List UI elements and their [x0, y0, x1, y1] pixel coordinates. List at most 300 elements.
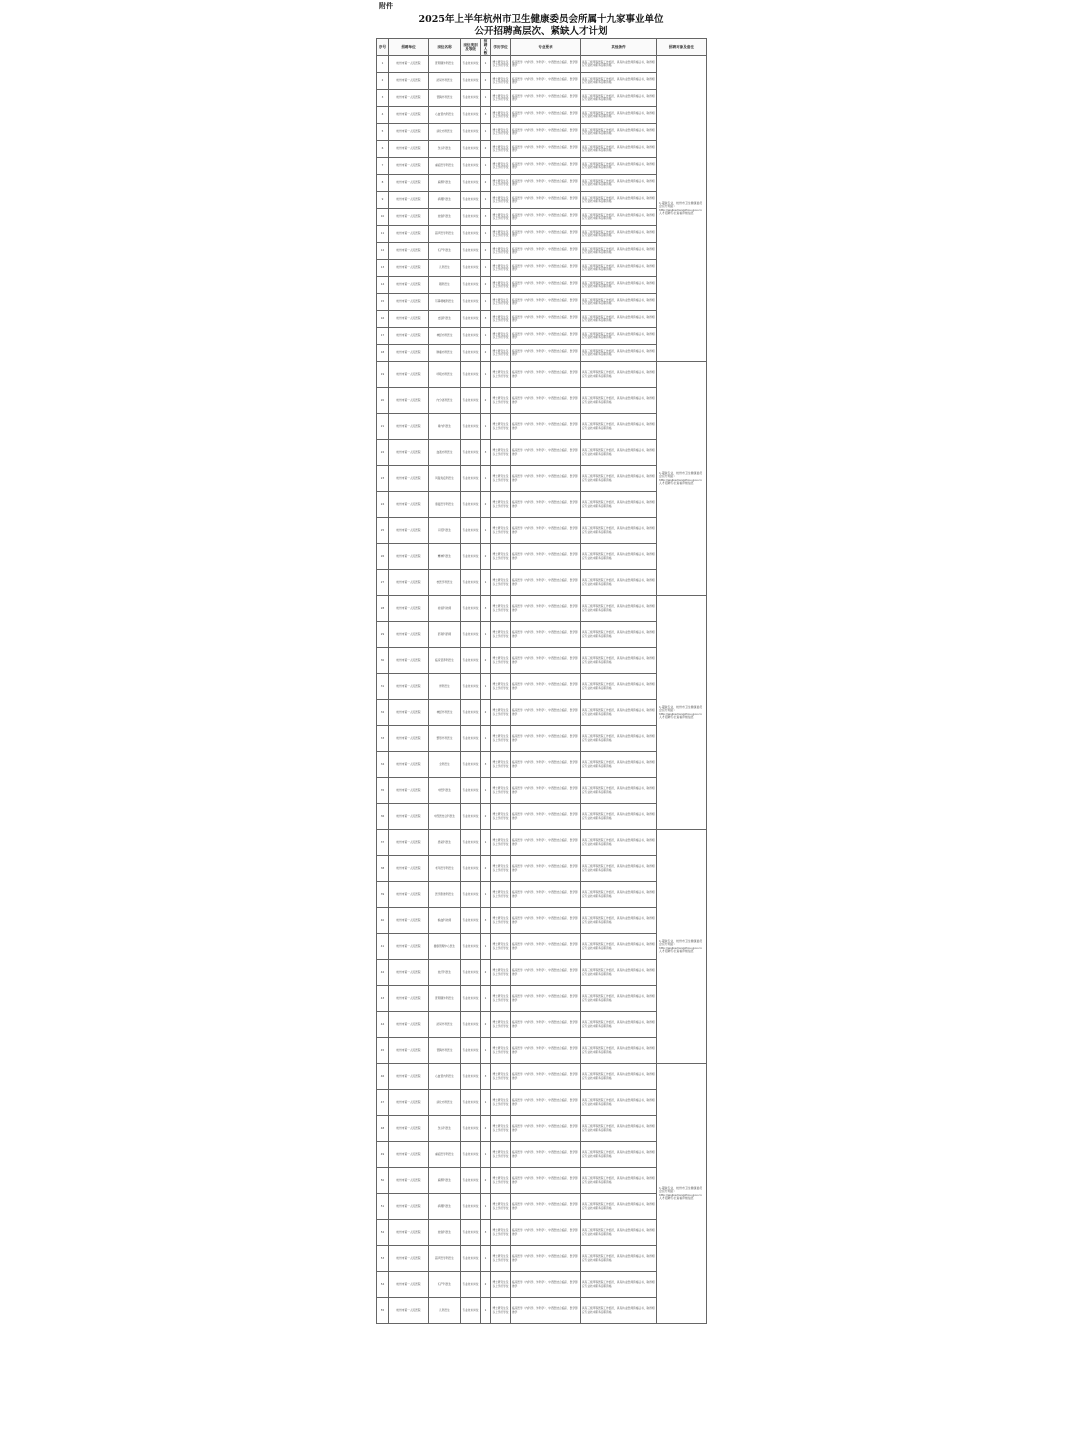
row-count: 2 [481, 960, 491, 986]
row-count: 1 [481, 570, 491, 596]
row-count: 1 [481, 260, 491, 277]
row-index: 3 [377, 90, 389, 107]
row-major: 临床医学（内科学、外科学）、中西医结合临床、医学影像学 [511, 1168, 581, 1194]
row-unit: 杭州市第一人民医院 [389, 345, 429, 362]
row-other: 具有三级甲等医院工作经历，具有执业医师资格证书，取得相应专业技术职务任职资格 [581, 1298, 657, 1324]
row-post: 呼吸内科医生 [429, 362, 461, 388]
row-unit: 杭州市第一人民医院 [389, 1246, 429, 1272]
row-post: 眼科医生 [429, 277, 461, 294]
row-unit: 杭州市第一人民医院 [389, 1272, 429, 1298]
row-count: 1 [481, 726, 491, 752]
row-major: 临床医学（内科学、外科学）、中西医结合临床、医学影像学 [511, 260, 581, 277]
row-education: 博士研究生及以上学历学位 [491, 882, 511, 908]
row-major: 临床医学（内科学、外科学）、中西医结合临床、医学影像学 [511, 466, 581, 492]
row-index: 1 [377, 56, 389, 73]
row-count: 2 [481, 1116, 491, 1142]
row-post: 口腔科医生 [429, 518, 461, 544]
row-other: 具有三级甲等医院工作经历，具有执业医师资格证书，取得相应专业技术职务任职资格 [581, 1194, 657, 1220]
row-major: 临床医学（内科学、外科学）、中西医结合临床、医学影像学 [511, 73, 581, 90]
row-category: 专业技术岗位 [461, 175, 481, 192]
row-index: 42 [377, 960, 389, 986]
row-category: 专业技术岗位 [461, 345, 481, 362]
row-major: 临床医学（内科学、外科学）、中西医结合临床、医学影像学 [511, 1064, 581, 1090]
row-category: 专业技术岗位 [461, 1246, 481, 1272]
row-category: 专业技术岗位 [461, 570, 481, 596]
row-count: 2 [481, 700, 491, 726]
row-note: 1.紧缺专业，杭州市卫生健康委员会官方网站：http://wsjkw.hangzhou.gov.cn 人才招聘专栏查看详细信息 [657, 830, 707, 1064]
row-major: 临床医学（内科学、外科学）、中西医结合临床、医学影像学 [511, 107, 581, 124]
row-category: 专业技术岗位 [461, 648, 481, 674]
row-post: 儿科医生 [429, 260, 461, 277]
row-count: 3 [481, 209, 491, 226]
row-major: 临床医学（内科学、外科学）、中西医结合临床、医学影像学 [511, 209, 581, 226]
row-education: 博士研究生及以上学历学位 [491, 1012, 511, 1038]
row-major: 临床医学（内科学、外科学）、中西医结合临床、医学影像学 [511, 294, 581, 311]
row-major: 临床医学（内科学、外科学）、中西医结合临床、医学影像学 [511, 804, 581, 830]
row-index: 43 [377, 986, 389, 1012]
row-unit: 杭州市第一人民医院 [389, 90, 429, 107]
row-other: 具有三级甲等医院工作经历，具有执业医师资格证书，取得相应专业技术职务任职资格 [581, 960, 657, 986]
row-major: 临床医学（内科学、外科学）、中西医结合临床、医学影像学 [511, 856, 581, 882]
row-unit: 杭州市第一人民医院 [389, 226, 429, 243]
row-index: 45 [377, 1038, 389, 1064]
row-major: 临床医学（内科学、外科学）、中西医结合临床、医学影像学 [511, 345, 581, 362]
row-education: 博士研究生及以上学历学位 [491, 90, 511, 107]
row-index: 24 [377, 492, 389, 518]
row-index: 34 [377, 752, 389, 778]
row-major: 临床医学（内科学、外科学）、中西医结合临床、医学影像学 [511, 277, 581, 294]
row-education: 博士研究生及以上学历学位 [491, 466, 511, 492]
row-major: 临床医学（内科学、外科学）、中西医结合临床、医学影像学 [511, 158, 581, 175]
row-education: 博士研究生及以上学历学位 [491, 388, 511, 414]
row-category: 专业技术岗位 [461, 440, 481, 466]
row-index: 51 [377, 1194, 389, 1220]
row-major: 临床医学（内科学、外科学）、中西医结合临床、医学影像学 [511, 1298, 581, 1324]
row-index: 32 [377, 700, 389, 726]
row-index: 2 [377, 73, 389, 90]
row-other: 具有三级甲等医院工作经历，具有执业医师资格证书，取得相应专业技术职务任职资格 [581, 1142, 657, 1168]
row-other: 具有三级甲等医院工作经历，具有执业医师资格证书，取得相应专业技术职务任职资格 [581, 986, 657, 1012]
row-major: 临床医学（内科学、外科学）、中西医结合临床、医学影像学 [511, 674, 581, 700]
header-other: 其他条件 [581, 39, 657, 56]
row-other: 具有三级甲等医院工作经历，具有执业医师资格证书，取得相应专业技术职务任职资格 [581, 492, 657, 518]
row-other: 具有三级甲等医院工作经历，具有执业医师资格证书，取得相应专业技术职务任职资格 [581, 1012, 657, 1038]
header-category: 岗位类别及等级 [461, 39, 481, 56]
row-category: 专业技术岗位 [461, 856, 481, 882]
row-index: 38 [377, 856, 389, 882]
row-unit: 杭州市第一人民医院 [389, 73, 429, 90]
row-category: 专业技术岗位 [461, 1168, 481, 1194]
row-major: 临床医学（内科学、外科学）、中西医结合临床、医学影像学 [511, 986, 581, 1012]
row-count: 2 [481, 345, 491, 362]
row-unit: 杭州市第一人民医院 [389, 960, 429, 986]
row-unit: 杭州市第一人民医院 [389, 294, 429, 311]
row-category: 专业技术岗位 [461, 1194, 481, 1220]
row-other: 具有三级甲等医院工作经历，具有执业医师资格证书，取得相应专业技术职务任职资格 [581, 1168, 657, 1194]
row-index: 13 [377, 260, 389, 277]
row-other: 具有三级甲等医院工作经历，具有执业医师资格证书，取得相应专业技术职务任职资格 [581, 311, 657, 328]
row-category: 专业技术岗位 [461, 192, 481, 209]
row-category: 专业技术岗位 [461, 56, 481, 73]
row-other: 具有三级甲等医院工作经历，具有执业医师资格证书，取得相应专业技术职务任职资格 [581, 158, 657, 175]
row-count: 2 [481, 73, 491, 90]
row-major: 临床医学（内科学、外科学）、中西医结合临床、医学影像学 [511, 311, 581, 328]
row-other: 具有三级甲等医院工作经历，具有执业医师资格证书，取得相应专业技术职务任职资格 [581, 934, 657, 960]
row-index: 6 [377, 141, 389, 158]
row-index: 4 [377, 107, 389, 124]
row-unit: 杭州市第一人民医院 [389, 243, 429, 260]
row-education: 博士研究生及以上学历学位 [491, 804, 511, 830]
row-index: 47 [377, 1090, 389, 1116]
row-count: 1 [481, 158, 491, 175]
row-unit: 杭州市第一人民医院 [389, 518, 429, 544]
row-count: 2 [481, 804, 491, 830]
row-count: 1 [481, 466, 491, 492]
row-index: 21 [377, 414, 389, 440]
row-count: 3 [481, 311, 491, 328]
row-other: 具有三级甲等医院工作经历，具有执业医师资格证书，取得相应专业技术职务任职资格 [581, 141, 657, 158]
row-post: 中西医结合科医生 [429, 804, 461, 830]
row-index: 23 [377, 466, 389, 492]
row-major: 临床医学（内科学、外科学）、中西医结合临床、医学影像学 [511, 141, 581, 158]
row-category: 专业技术岗位 [461, 1090, 481, 1116]
row-major: 临床医学（内科学、外科学）、中西医结合临床、医学影像学 [511, 622, 581, 648]
row-unit: 杭州市第一人民医院 [389, 388, 429, 414]
row-unit: 杭州市第一人民医院 [389, 440, 429, 466]
row-post: 泌尿外科医生 [429, 1012, 461, 1038]
row-post: 临床营养科医生 [429, 648, 461, 674]
row-major: 临床医学（内科学、外科学）、中西医结合临床、医学影像学 [511, 362, 581, 388]
row-category: 专业技术岗位 [461, 544, 481, 570]
row-unit: 杭州市第一人民医院 [389, 209, 429, 226]
row-major: 临床医学（内科学、外科学）、中西医结合临床、医学影像学 [511, 570, 581, 596]
row-count: 3 [481, 107, 491, 124]
row-category: 专业技术岗位 [461, 804, 481, 830]
row-category: 专业技术岗位 [461, 934, 481, 960]
document-title-line-1: 2025年上半年杭州市卫生健康委员会所属十九家事业单位 [418, 14, 664, 25]
row-index: 52 [377, 1220, 389, 1246]
table-header-row [377, 39, 707, 56]
row-index: 20 [377, 388, 389, 414]
row-index: 12 [377, 243, 389, 260]
row-education: 博士研究生及以上学历学位 [491, 778, 511, 804]
row-category: 专业技术岗位 [461, 107, 481, 124]
row-unit: 杭州市第一人民医院 [389, 986, 429, 1012]
row-other: 具有三级甲等医院工作经历，具有执业医师资格证书，取得相应专业技术职务任职资格 [581, 192, 657, 209]
row-other: 具有三级甲等医院工作经历，具有执业医师资格证书，取得相应专业技术职务任职资格 [581, 243, 657, 260]
row-category: 专业技术岗位 [461, 1064, 481, 1090]
row-major: 临床医学（内科学、外科学）、中西医结合临床、医学影像学 [511, 752, 581, 778]
row-other: 具有三级甲等医院工作经历，具有执业医师资格证书，取得相应专业技术职务任职资格 [581, 466, 657, 492]
row-other: 具有三级甲等医院工作经历，具有执业医师资格证书，取得相应专业技术职务任职资格 [581, 345, 657, 362]
row-post: 肝胆胰外科医生 [429, 986, 461, 1012]
row-other: 具有三级甲等医院工作经历，具有执业医师资格证书，取得相应专业技术职务任职资格 [581, 882, 657, 908]
row-note: 1.紧缺专业，杭州市卫生健康委员会官方网站：http://wsjkw.hangzhou.gov.cn 人才招聘专栏查看详细信息 [657, 362, 707, 596]
row-other: 具有三级甲等医院工作经历，具有执业医师资格证书，取得相应专业技术职务任职资格 [581, 328, 657, 345]
row-post: 心血管内科医生 [429, 1064, 461, 1090]
row-major: 临床医学（内科学、外科学）、中西医结合临床、医学影像学 [511, 1246, 581, 1272]
row-unit: 杭州市第一人民医院 [389, 908, 429, 934]
row-post: 感染科医生 [429, 830, 461, 856]
row-category: 专业技术岗位 [461, 700, 481, 726]
row-education: 博士研究生及以上学历学位 [491, 1246, 511, 1272]
row-index: 10 [377, 209, 389, 226]
recruitment-table [376, 38, 707, 1324]
row-count: 1 [481, 622, 491, 648]
row-count: 2 [481, 1012, 491, 1038]
row-major: 临床医学（内科学、外科学）、中西医结合临床、医学影像学 [511, 648, 581, 674]
row-post: 麻醉科医生 [429, 175, 461, 192]
row-major: 临床医学（内科学、外科学）、中西医结合临床、医学影像学 [511, 518, 581, 544]
row-major: 临床医学（内科学、外科学）、中西医结合临床、医学影像学 [511, 388, 581, 414]
row-post: 骨科医生 [429, 674, 461, 700]
row-category: 专业技术岗位 [461, 882, 481, 908]
row-post: 检验科技师 [429, 596, 461, 622]
row-other: 具有三级甲等医院工作经历，具有执业医师资格证书，取得相应专业技术职务任职资格 [581, 1272, 657, 1298]
row-major: 临床医学（内科学、外科学）、中西医结合临床、医学影像学 [511, 960, 581, 986]
row-other: 具有三级甲等医院工作经历，具有执业医师资格证书，取得相应专业技术职务任职资格 [581, 1246, 657, 1272]
row-note: 1.紧缺专业，杭州市卫生健康委员会官方网站：http://wsjkw.hangzhou.gov.cn 人才招聘专栏查看详细信息 [657, 1064, 707, 1324]
row-unit: 杭州市第一人民医院 [389, 141, 429, 158]
row-major: 临床医学（内科学、外科学）、中西医结合临床、医学影像学 [511, 1142, 581, 1168]
row-note: 1.紧缺专业，杭州市卫生健康委员会官方网站：http://wsjkw.hangzhou.gov.cn 人才招聘专栏查看详细信息 [657, 56, 707, 362]
row-other: 具有三级甲等医院工作经历，具有执业医师资格证书，取得相应专业技术职务任职资格 [581, 726, 657, 752]
row-education: 博士研究生及以上学历学位 [491, 856, 511, 882]
row-count: 1 [481, 56, 491, 73]
row-education: 博士研究生及以上学历学位 [491, 345, 511, 362]
row-index: 27 [377, 570, 389, 596]
row-education: 博士研究生及以上学历学位 [491, 1142, 511, 1168]
row-category: 专业技术岗位 [461, 1298, 481, 1324]
row-other: 具有三级甲等医院工作经历，具有执业医师资格证书，取得相应专业技术职务任职资格 [581, 175, 657, 192]
row-post: 医学影像科医生 [429, 882, 461, 908]
row-education: 博士研究生及以上学历学位 [491, 648, 511, 674]
row-major: 临床医学（内科学、外科学）、中西医结合临床、医学影像学 [511, 908, 581, 934]
row-category: 专业技术岗位 [461, 1220, 481, 1246]
row-major: 临床医学（内科学、外科学）、中西医结合临床、医学影像学 [511, 226, 581, 243]
row-unit: 杭州市第一人民医院 [389, 778, 429, 804]
row-other: 具有三级甲等医院工作经历，具有执业医师资格证书，取得相应专业技术职务任职资格 [581, 1116, 657, 1142]
row-index: 19 [377, 362, 389, 388]
row-post: 消化内科医生 [429, 124, 461, 141]
document-title-line-2: 公开招聘高层次、紧缺人才计划 [474, 26, 608, 37]
row-unit: 杭州市第一人民医院 [389, 752, 429, 778]
row-other: 具有三级甲等医院工作经历，具有执业医师资格证书，取得相应专业技术职务任职资格 [581, 440, 657, 466]
row-count: 1 [481, 986, 491, 1012]
row-major: 临床医学（内科学、外科学）、中西医结合临床、医学影像学 [511, 192, 581, 209]
row-other: 具有三级甲等医院工作经历，具有执业医师资格证书，取得相应专业技术职务任职资格 [581, 648, 657, 674]
row-post: 神经内科医生 [429, 328, 461, 345]
row-post: 耳鼻咽喉科医生 [429, 294, 461, 311]
row-post: 超声医学科医生 [429, 1246, 461, 1272]
row-post: 放射科医生 [429, 1220, 461, 1246]
header-count: 招聘人数 [481, 39, 491, 56]
row-count: 1 [481, 124, 491, 141]
table-row [377, 362, 707, 388]
header-unit: 招聘单位 [389, 39, 429, 56]
row-count: 3 [481, 752, 491, 778]
row-other: 具有三级甲等医院工作经历，具有执业医师资格证书，取得相应专业技术职务任职资格 [581, 596, 657, 622]
row-category: 专业技术岗位 [461, 362, 481, 388]
row-post: 输血科技师 [429, 908, 461, 934]
row-unit: 杭州市第一人民医院 [389, 311, 429, 328]
row-count: 2 [481, 141, 491, 158]
row-education: 博士研究生及以上学历学位 [491, 1272, 511, 1298]
row-unit: 杭州市第一人民医院 [389, 804, 429, 830]
row-count: 1 [481, 294, 491, 311]
row-count: 2 [481, 648, 491, 674]
row-index: 46 [377, 1064, 389, 1090]
row-count: 1 [481, 1090, 491, 1116]
row-unit: 杭州市第一人民医院 [389, 830, 429, 856]
row-major: 临床医学（内科学、外科学）、中西医结合临床、医学影像学 [511, 414, 581, 440]
row-post: 健康管理中心医生 [429, 934, 461, 960]
row-index: 14 [377, 277, 389, 294]
row-count: 1 [481, 1142, 491, 1168]
row-major: 临床医学（内科学、外科学）、中西医结合临床、医学影像学 [511, 1012, 581, 1038]
row-post: 风湿免疫科医生 [429, 466, 461, 492]
row-category: 专业技术岗位 [461, 124, 481, 141]
row-index: 18 [377, 345, 389, 362]
row-count: 1 [481, 1298, 491, 1324]
row-education: 博士研究生及以上学历学位 [491, 1194, 511, 1220]
row-post: 泌尿外科医生 [429, 73, 461, 90]
row-index: 41 [377, 934, 389, 960]
row-post: 核医学科医生 [429, 570, 461, 596]
row-category: 专业技术岗位 [461, 277, 481, 294]
row-unit: 杭州市第一人民医院 [389, 414, 429, 440]
row-category: 专业技术岗位 [461, 388, 481, 414]
row-other: 具有三级甲等医院工作经历，具有执业医师资格证书，取得相应专业技术职务任职资格 [581, 856, 657, 882]
row-unit: 杭州市第一人民医院 [389, 1298, 429, 1324]
row-major: 临床医学（内科学、外科学）、中西医结合临床、医学影像学 [511, 1038, 581, 1064]
row-other: 具有三级甲等医院工作经历，具有执业医师资格证书，取得相应专业技术职务任职资格 [581, 107, 657, 124]
row-unit: 杭州市第一人民医院 [389, 622, 429, 648]
row-count: 3 [481, 1220, 491, 1246]
row-index: 50 [377, 1168, 389, 1194]
row-category: 专业技术岗位 [461, 1272, 481, 1298]
row-post: 药剂科药师 [429, 622, 461, 648]
row-index: 26 [377, 544, 389, 570]
row-other: 具有三级甲等医院工作经历，具有执业医师资格证书，取得相应专业技术职务任职资格 [581, 260, 657, 277]
row-major: 临床医学（内科学、外科学）、中西医结合临床、医学影像学 [511, 328, 581, 345]
row-index: 36 [377, 804, 389, 830]
row-unit: 杭州市第一人民医院 [389, 1194, 429, 1220]
row-education: 博士研究生及以上学历学位 [491, 414, 511, 440]
row-unit: 杭州市第一人民医院 [389, 466, 429, 492]
row-major: 临床医学（内科学、外科学）、中西医结合临床、医学影像学 [511, 124, 581, 141]
row-post: 病理科医生 [429, 1194, 461, 1220]
row-major: 临床医学（内科学、外科学）、中西医结合临床、医学影像学 [511, 778, 581, 804]
row-index: 15 [377, 294, 389, 311]
row-other: 具有三级甲等医院工作经历，具有执业医师资格证书，取得相应专业技术职务任职资格 [581, 1064, 657, 1090]
attachment-label: 附件 [379, 2, 393, 10]
row-unit: 杭州市第一人民医院 [389, 1220, 429, 1246]
row-unit: 杭州市第一人民医院 [389, 934, 429, 960]
row-unit: 杭州市第一人民医院 [389, 1038, 429, 1064]
row-category: 专业技术岗位 [461, 1038, 481, 1064]
row-post: 病理科医生 [429, 192, 461, 209]
row-unit: 杭州市第一人民医院 [389, 674, 429, 700]
row-other: 具有三级甲等医院工作经历，具有执业医师资格证书，取得相应专业技术职务任职资格 [581, 1220, 657, 1246]
row-unit: 杭州市第一人民医院 [389, 1116, 429, 1142]
row-unit: 杭州市第一人民医院 [389, 570, 429, 596]
row-post: 放射科医生 [429, 209, 461, 226]
row-other: 具有三级甲等医院工作经历，具有执业医师资格证书，取得相应专业技术职务任职资格 [581, 1090, 657, 1116]
row-count: 1 [481, 362, 491, 388]
row-education: 博士研究生及以上学历学位 [491, 752, 511, 778]
row-other: 具有三级甲等医院工作经历，具有执业医师资格证书，取得相应专业技术职务任职资格 [581, 226, 657, 243]
row-major: 临床医学（内科学、外科学）、中西医结合临床、医学影像学 [511, 492, 581, 518]
row-other: 具有三级甲等医院工作经历，具有执业医师资格证书，取得相应专业技术职务任职资格 [581, 778, 657, 804]
row-post: 急诊科医生 [429, 141, 461, 158]
row-post: 普胸外科医生 [429, 90, 461, 107]
row-other: 具有三级甲等医院工作经历，具有执业医师资格证书，取得相应专业技术职务任职资格 [581, 90, 657, 107]
row-category: 专业技术岗位 [461, 518, 481, 544]
row-index: 49 [377, 1142, 389, 1168]
row-education: 博士研究生及以上学历学位 [491, 243, 511, 260]
row-unit: 杭州市第一人民医院 [389, 648, 429, 674]
row-category: 专业技术岗位 [461, 674, 481, 700]
row-count: 3 [481, 596, 491, 622]
row-education: 博士研究生及以上学历学位 [491, 311, 511, 328]
row-education: 博士研究生及以上学历学位 [491, 141, 511, 158]
row-other: 具有三级甲等医院工作经历，具有执业医师资格证书，取得相应专业技术职务任职资格 [581, 674, 657, 700]
row-count: 1 [481, 328, 491, 345]
row-index: 55 [377, 1298, 389, 1324]
row-post: 全科医生 [429, 752, 461, 778]
row-category: 专业技术岗位 [461, 752, 481, 778]
row-category: 专业技术岗位 [461, 726, 481, 752]
row-major: 临床医学（内科学、外科学）、中西医结合临床、医学影像学 [511, 175, 581, 192]
row-count: 2 [481, 856, 491, 882]
row-category: 专业技术岗位 [461, 294, 481, 311]
row-category: 专业技术岗位 [461, 830, 481, 856]
row-unit: 杭州市第一人民医院 [389, 192, 429, 209]
row-unit: 杭州市第一人民医院 [389, 107, 429, 124]
row-category: 专业技术岗位 [461, 960, 481, 986]
row-count: 1 [481, 882, 491, 908]
row-education: 博士研究生及以上学历学位 [491, 1298, 511, 1324]
row-index: 44 [377, 1012, 389, 1038]
row-major: 临床医学（内科学、外科学）、中西医结合临床、医学影像学 [511, 243, 581, 260]
table-row [377, 830, 707, 856]
row-count: 1 [481, 1246, 491, 1272]
row-education: 博士研究生及以上学历学位 [491, 674, 511, 700]
row-post: 皮肤科医生 [429, 311, 461, 328]
row-other: 具有三级甲等医院工作经历，具有执业医师资格证书，取得相应专业技术职务任职资格 [581, 1038, 657, 1064]
row-education: 博士研究生及以上学历学位 [491, 209, 511, 226]
row-major: 临床医学（内科学、外科学）、中西医结合临床、医学影像学 [511, 882, 581, 908]
row-other: 具有三级甲等医院工作经历，具有执业医师资格证书，取得相应专业技术职务任职资格 [581, 124, 657, 141]
row-post: 康复医学科医生 [429, 492, 461, 518]
row-category: 专业技术岗位 [461, 1012, 481, 1038]
row-major: 临床医学（内科学、外科学）、中西医结合临床、医学影像学 [511, 1116, 581, 1142]
row-post: 整形外科医生 [429, 726, 461, 752]
row-unit: 杭州市第一人民医院 [389, 544, 429, 570]
row-unit: 杭州市第一人民医院 [389, 175, 429, 192]
row-index: 22 [377, 440, 389, 466]
row-category: 专业技术岗位 [461, 1116, 481, 1142]
row-other: 具有三级甲等医院工作经历，具有执业医师资格证书，取得相应专业技术职务任职资格 [581, 518, 657, 544]
row-other: 具有三级甲等医院工作经历，具有执业医师资格证书，取得相应专业技术职务任职资格 [581, 570, 657, 596]
row-unit: 杭州市第一人民医院 [389, 882, 429, 908]
row-index: 9 [377, 192, 389, 209]
row-education: 博士研究生及以上学历学位 [491, 1116, 511, 1142]
row-education: 博士研究生及以上学历学位 [491, 1064, 511, 1090]
row-education: 博士研究生及以上学历学位 [491, 192, 511, 209]
row-post: 神经外科医生 [429, 700, 461, 726]
